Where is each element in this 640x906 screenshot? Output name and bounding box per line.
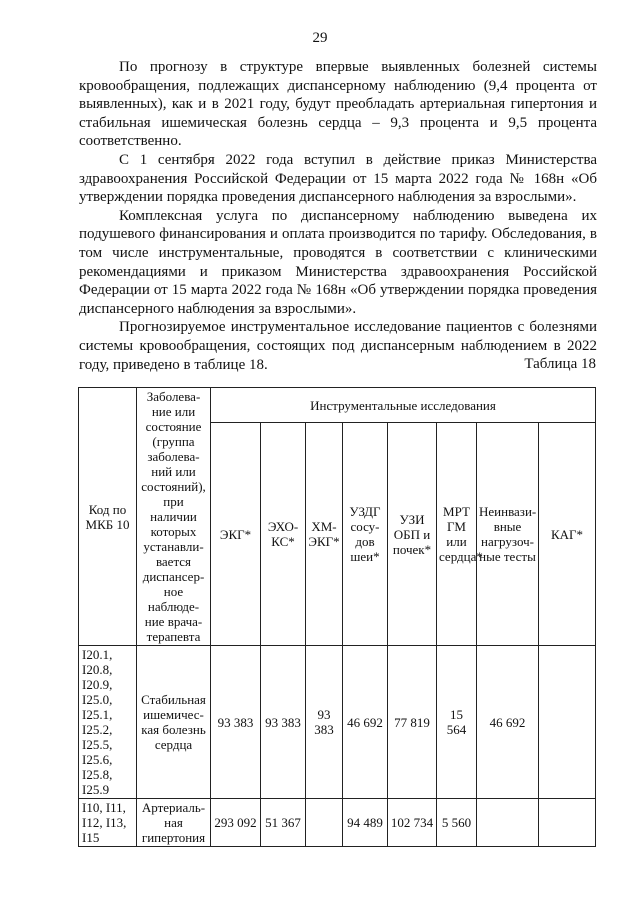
cell-value: 46 692: [343, 646, 388, 799]
row-codes: I10, I11, I12, I13, I15: [79, 799, 137, 847]
cell-value: 15 564: [437, 646, 477, 799]
table-row: [79, 646, 596, 799]
header-col-uzdg: УЗДГ сосу-дов шеи*: [343, 423, 388, 646]
body-text: [79, 58, 597, 374]
paragraph-1: По прогнозу в структуре впервые выявленных болезней системы кровообращения, подлежащих диспансерному наблюдению (9,4 процента от выявленных), как и в 2021 году, будут преобладать артериальная гипертония и стабильная ишемическая болезнь сердца – 9,3 процента и 9,5 процента соответственно.: [79, 59, 597, 150]
header-row-1: [79, 388, 596, 423]
paragraph-3: Комплексная услуга по диспансерному наблюдению выведена их подушевого финансирования и оплата производится по тарифу. Обследования, в том числе инструментальные, проводятся в соответствии с клиническими рекомендациями и приказом Министерства здравоохранения Российской Федерации от 15 марта 2022 года № 168н «Об утверждении порядка проведения диспансерного наблюдения за взрослыми».: [79, 207, 597, 317]
cell-value: 46 692: [477, 646, 539, 799]
table-caption: Таблица 18: [524, 356, 596, 372]
row-codes: I20.1, I20.8, I20.9, I25.0, I25.1, I25.2, I25.5, I25.6, I25.8, I25.9: [79, 646, 137, 799]
table-18: [78, 387, 596, 847]
cell-value: 93 383: [261, 646, 306, 799]
cell-value: 102 734: [388, 799, 437, 847]
cell-value: 93 383: [306, 646, 343, 799]
header-col-kag: КАГ*: [539, 423, 596, 646]
table-row: [79, 799, 596, 847]
row-disease: Стабильная ишемичес-кая болезнь сердца: [137, 646, 211, 799]
cell-value: 51 367: [261, 799, 306, 847]
row-disease: Артериаль-ная гипертония: [137, 799, 211, 847]
header-col-holter: ХМ-ЭКГ*: [306, 423, 343, 646]
header-col-echo: ЭХО-КС*: [261, 423, 306, 646]
paragraph-4: Прогнозируемое инструментальное исследование пациентов с болезнями системы кровообращения, состоящих под диспансерным наблюдением в 2022 году, приведено в таблице 18.: [79, 319, 597, 373]
paragraph-2: С 1 сентября 2022 года вступил в действие приказ Министерства здравоохранения Российской Федерации от 15 марта 2022 года № 168н «Об утверждении порядка проведения диспансерного наблюдения за взрослыми».: [79, 151, 597, 206]
header-col-mrt: МРТ ГМ или сердца*: [437, 423, 477, 646]
cell-value: [539, 799, 596, 847]
cell-value: 293 092: [211, 799, 261, 847]
header-col-uzi: УЗИ ОБП и почек*: [388, 423, 437, 646]
cell-value: [477, 799, 539, 847]
cell-value: [306, 799, 343, 847]
page-number: 29: [312, 30, 328, 46]
header-code: Код по МКБ 10: [79, 388, 137, 646]
cell-value: 94 489: [343, 799, 388, 847]
cell-value: 93 383: [211, 646, 261, 799]
cell-value: [539, 646, 596, 799]
header-col-ekg: ЭКГ*: [211, 423, 261, 646]
cell-value: 77 819: [388, 646, 437, 799]
cell-value: 5 560: [437, 799, 477, 847]
header-col-stress: Неинвази-вные нагрузоч-ные тесты: [477, 423, 539, 646]
header-instrumental: Инструментальные исследования: [211, 388, 596, 423]
header-disease: Заболева-ние или состояние (группа заболева-ний или состояний), при наличии которых устанавли-вается диспансер-ное наблюде-ние врача-терапевта: [137, 388, 211, 646]
